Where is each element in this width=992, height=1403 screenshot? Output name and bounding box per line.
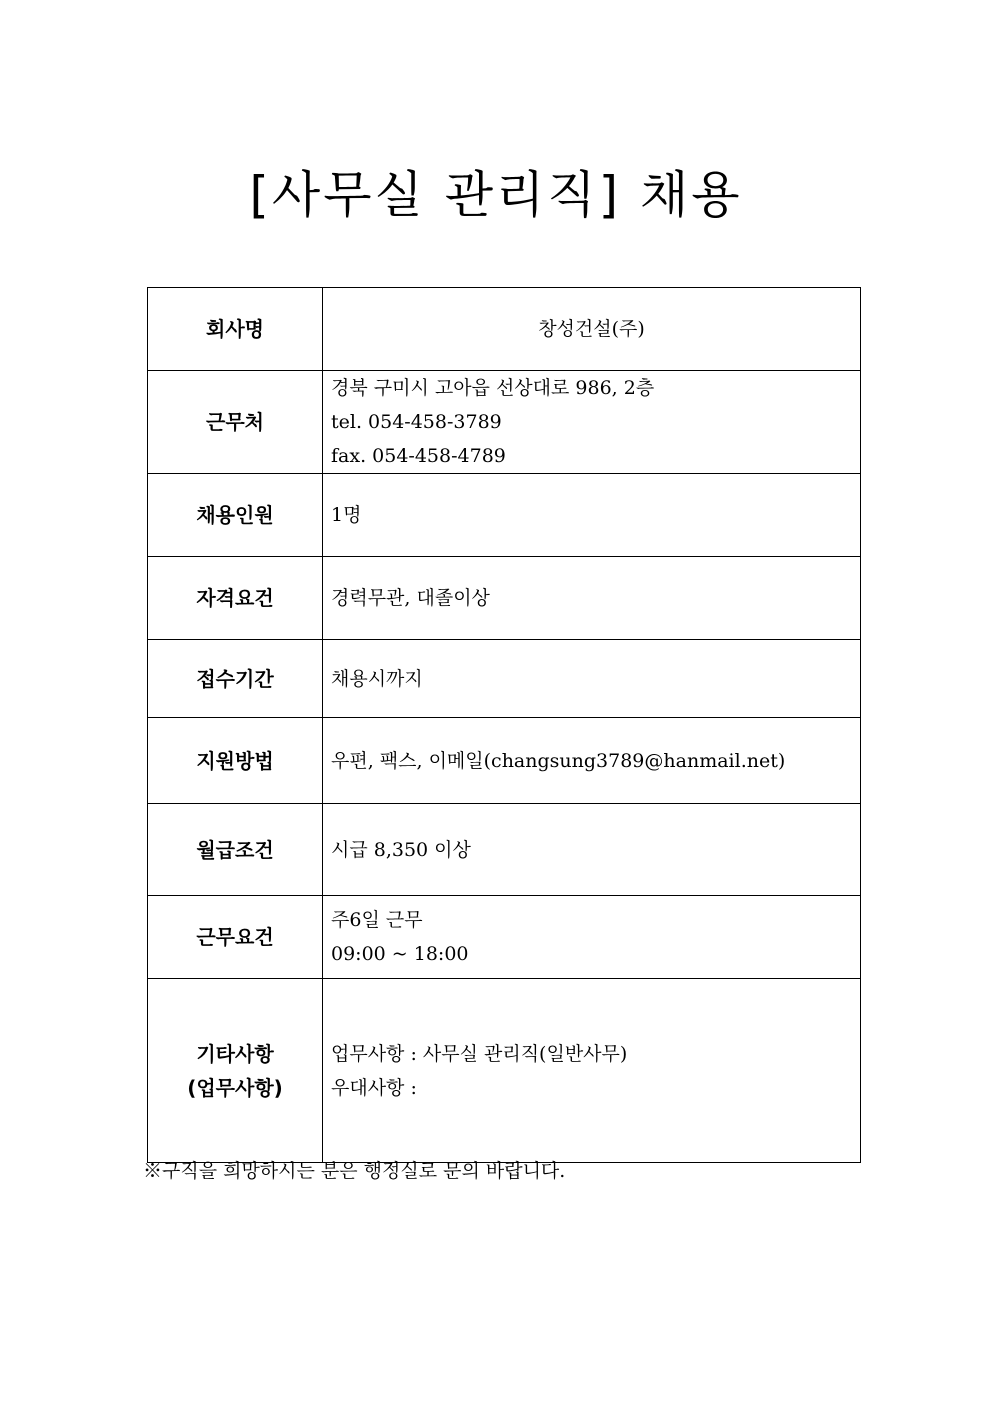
work-hours: 09:00 ~ 18:00	[331, 943, 469, 965]
table-row-application-period	[148, 640, 861, 718]
footer-note: ※구직을 희망하시는 분은 행정실로 문의 바랍니다.	[143, 1160, 566, 1182]
row-label: 월급조건	[148, 804, 323, 896]
table-row-work-conditions	[148, 896, 861, 979]
page-title: [사무실 관리직] 채용	[249, 166, 743, 224]
table-row-other	[148, 979, 861, 1163]
table-row-qualification	[148, 557, 861, 640]
row-value	[323, 557, 861, 640]
row-label: 자격요건	[148, 557, 323, 640]
qualification-value: 경력무관, 대졸이상	[331, 587, 490, 609]
application-method-value: 우편, 팩스, 이메일(changsung3789@hanmail.net)	[331, 749, 786, 772]
table-row-salary	[148, 804, 861, 896]
duty-label: (업무사항)	[187, 1075, 283, 1100]
row-value	[323, 804, 861, 896]
row-value	[323, 288, 861, 371]
row-label: 회사명	[148, 288, 323, 371]
table-row-company	[148, 288, 861, 371]
row-label: 지원방법	[148, 718, 323, 804]
row-label: 채용인원	[148, 474, 323, 557]
workplace-address: 경북 구미시 고아읍 선상대로 986, 2층	[331, 377, 655, 399]
salary-value: 시급 8,350 이상	[331, 838, 471, 861]
row-value	[323, 896, 861, 979]
work-days: 주6일 근무	[331, 909, 423, 931]
row-value	[323, 640, 861, 718]
row-value	[323, 371, 861, 474]
application-period-value: 채용시까지	[331, 667, 423, 690]
row-value	[323, 718, 861, 804]
duty-value: 업무사항 : 사무실 관리직(일반사무)	[331, 1042, 628, 1065]
row-label: 근무처	[148, 371, 323, 474]
workplace-fax: fax. 054-458-4789	[331, 445, 506, 467]
other-label: 기타사항	[196, 1041, 274, 1066]
table-row-application-method	[148, 718, 861, 804]
row-value	[323, 474, 861, 557]
table-row-headcount	[148, 474, 861, 557]
headcount-value: 1명	[331, 504, 362, 526]
preference-value: 우대사항 :	[331, 1076, 417, 1099]
row-label: 접수기간	[148, 640, 323, 718]
row-label	[148, 979, 323, 1163]
recruitment-info-table	[147, 287, 861, 1163]
company-name: 창성건설(주)	[538, 318, 645, 340]
table-row-workplace	[148, 371, 861, 474]
row-label: 근무요건	[148, 896, 323, 979]
row-value	[323, 979, 861, 1163]
workplace-tel: tel. 054-458-3789	[331, 411, 502, 433]
